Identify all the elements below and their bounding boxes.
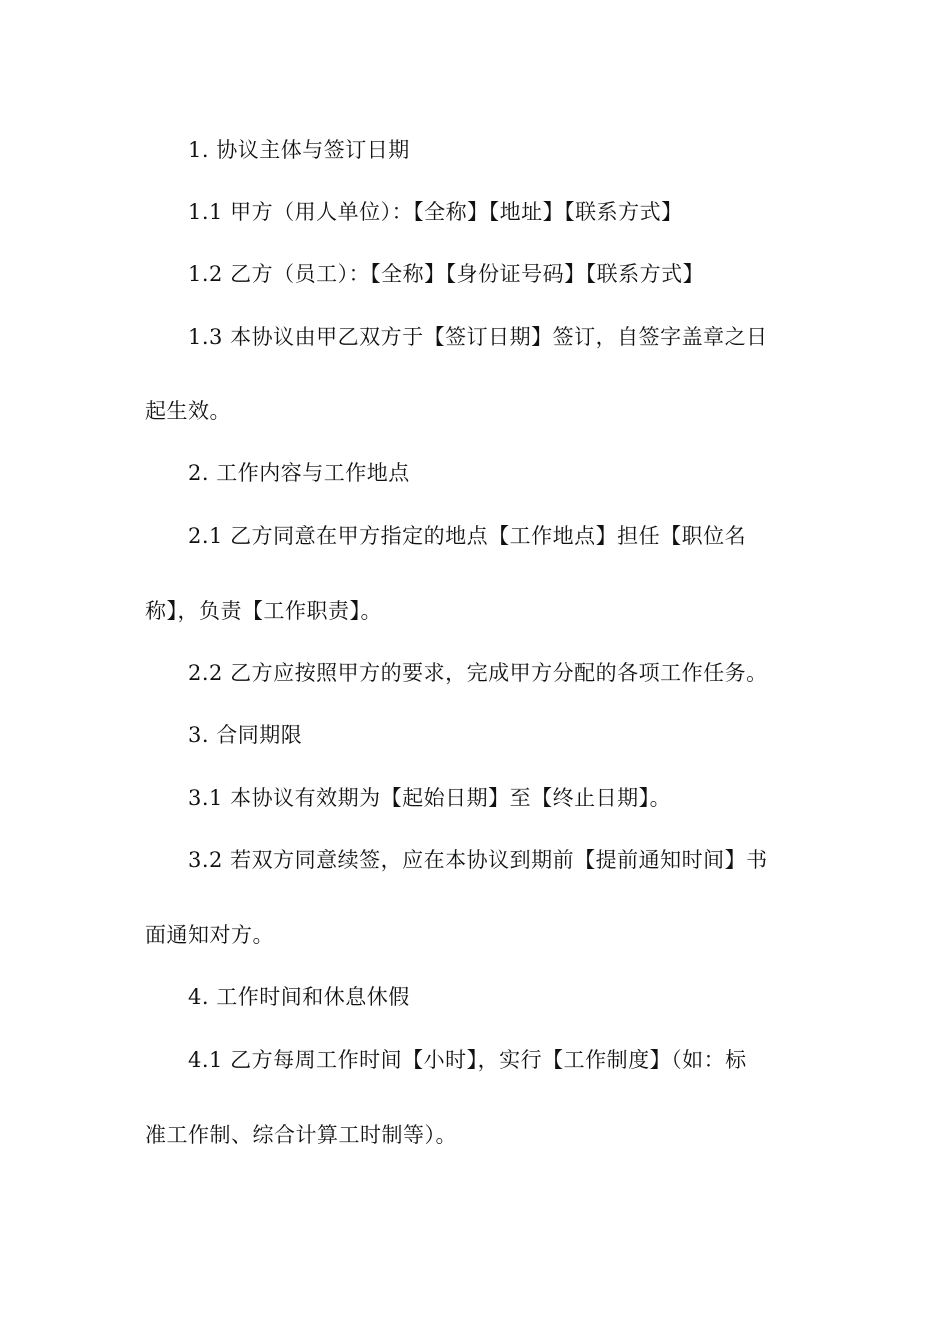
section-3-heading: 3. 合同期限	[188, 723, 303, 747]
clause-2-1-continued: 称】，负责【工作职责】。	[145, 599, 382, 623]
clause-3-1: 3.1 本协议有效期为【起始日期】至【终止日期】。	[188, 786, 672, 810]
clause-3-2-continued: 面通知对方。	[145, 923, 274, 947]
clause-4-1-continued: 准工作制、综合计算工时制等）。	[145, 1123, 457, 1147]
section-1-heading: 1. 协议主体与签订日期	[188, 138, 410, 162]
clause-2-1: 2.1 乙方同意在甲方指定的地点【工作地点】担任【职位名	[188, 524, 747, 548]
section-4-heading: 4. 工作时间和休息休假	[188, 985, 410, 1009]
clause-2-2: 2.2 乙方应按照甲方的要求，完成甲方分配的各项工作任务。	[188, 661, 768, 685]
clause-1-3-continued: 起生效。	[145, 399, 231, 423]
clause-1-3: 1.3 本协议由甲乙双方于【签订日期】签订，自签字盖章之日	[188, 325, 768, 349]
clause-4-1: 4.1 乙方每周工作时间【小时】，实行【工作制度】（如：标	[188, 1048, 747, 1072]
clause-3-2: 3.2 若双方同意续签，应在本协议到期前【提前通知时间】书	[188, 848, 768, 872]
clause-1-2: 1.2 乙方（员工）：【全称】【身份证号码】【联系方式】	[188, 262, 705, 286]
clause-1-1: 1.1 甲方（用人单位）：【全称】【地址】【联系方式】	[188, 200, 683, 224]
section-2-heading: 2. 工作内容与工作地点	[188, 461, 410, 485]
